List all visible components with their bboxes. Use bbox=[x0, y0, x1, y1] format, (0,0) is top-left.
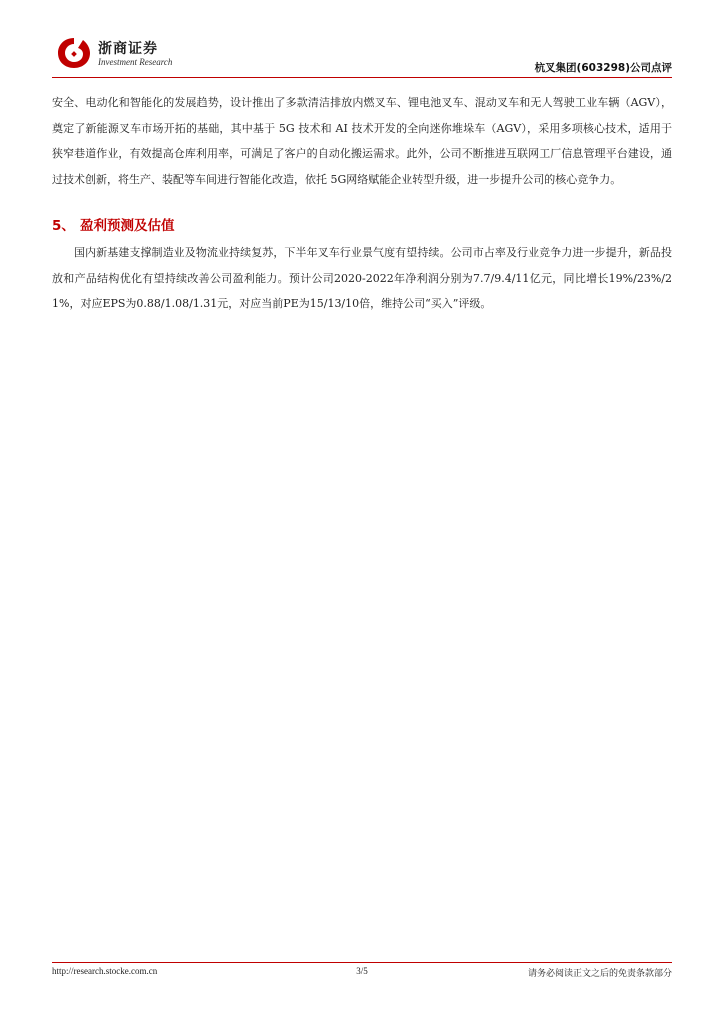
page-number: 3/5 bbox=[356, 966, 368, 976]
report-title: 杭叉集团(603298)公司点评 bbox=[534, 62, 672, 74]
footer-url[interactable]: http://research.stocke.com.cn bbox=[52, 966, 158, 976]
brand-logo-icon bbox=[56, 36, 92, 70]
page-header bbox=[52, 32, 672, 76]
intro-paragraph: 安全、电动化和智能化的发展趋势，设计推出了多款清洁排放内燃叉车、锂电池叉车、混动叉车和无人驾驶工业车辆（AGV），奠定了新能源叉车市场开拓的基础，其中基于 5G 技术和 AI 技术开发的全向迷你堆垛车（AGV），采用多项核心技术，适用于狭窄巷道作业，有效提高仓库利用率，可满足了客户的自动化搬运需求。此外，公司不断推进互联网工厂信息管理平台建设，通过技术创新，将生产、装配等车间进行智能化改造，依托 5G网络赋能企业转型升级，进一步提升公司的核心竞争力。 bbox=[52, 96, 672, 186]
section-number: 5、 bbox=[52, 218, 75, 234]
brand-name-en: Investment Research bbox=[98, 57, 173, 67]
brand-name-cn: 浙商证券 bbox=[98, 41, 158, 57]
page-footer bbox=[52, 966, 672, 982]
header-divider bbox=[52, 77, 672, 78]
document-body bbox=[52, 90, 672, 317]
section-paragraph: 国内新基建支撑制造业及物流业持续复苏，下半年叉车行业景气度有望持续。公司市占率及行业竞争力进一步提升，新品投放和产品结构优化有望持续改善公司盈利能力。预计公司2020-2022年净利润分别为7.7/9.4/11亿元，同比增长19%/23%/21%，对应EPS为0.88/1.08/1.31元，对应当前PE为15/13/10倍，维持公司“买入”评级。 bbox=[52, 246, 672, 310]
section-title: 盈利预测及估值 bbox=[80, 218, 175, 234]
section-heading bbox=[52, 214, 672, 234]
footer-divider bbox=[52, 962, 672, 963]
footer-disclaimer: 请务必阅读正文之后的免责条款部分 bbox=[527, 969, 672, 979]
